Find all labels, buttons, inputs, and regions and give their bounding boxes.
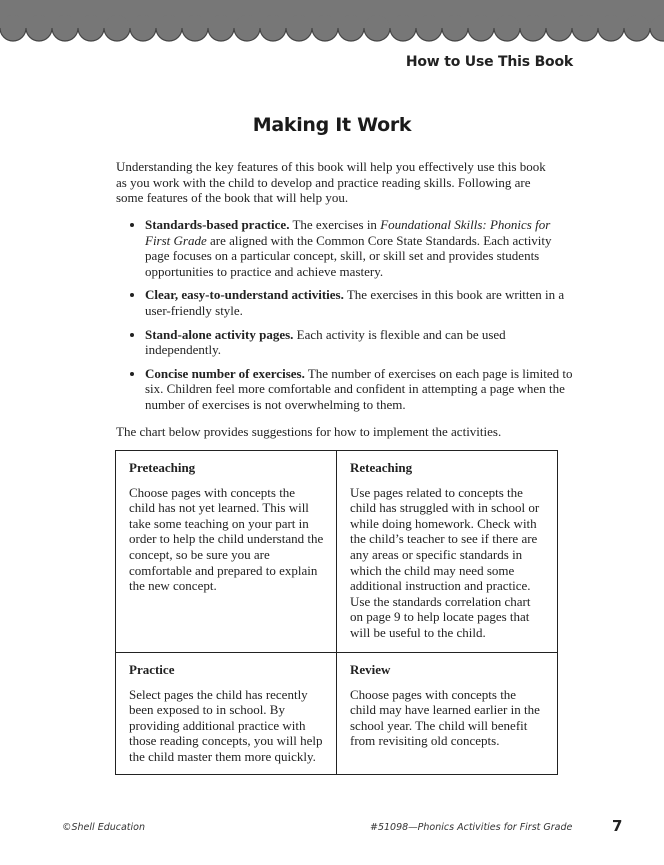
feature-list (130, 217, 577, 421)
feature-heading: Stand-alone activity pages. (145, 326, 294, 342)
decorative-scalloped-border (0, 0, 664, 44)
cell-text: Choose pages with concepts the child has not yet learned. This will take some teaching on your part in order to help the child understand the concept, so be sure you are comfortable and prepared to explain the new concept. (129, 484, 324, 594)
page-title: Making It Work (252, 114, 412, 136)
feature-heading: Standards-based practice. (145, 217, 290, 232)
chart-intro: The chart below provides suggestions for how to implement the activities. (116, 424, 502, 439)
feature-item-clear: • Clear, easy-to-understand activities. The exercises in this book are written in a user-friendly style. (145, 287, 577, 318)
cell-heading: Reteaching (350, 460, 413, 475)
feature-item-concise: • Concise number of exercises. The number of exercises on each page is limited to six. Children feel more comfortable and confident in attempting a page when the number of exercises is not overwhelming to them. (145, 366, 577, 413)
chart-cell-reteaching (337, 451, 557, 653)
cell-heading: Practice (129, 662, 175, 677)
page-number: 7 (612, 817, 623, 835)
chart-cell-practice (116, 653, 337, 774)
feature-item-standalone: • Stand-alone activity pages. Each activity is flexible and can be used independently. (145, 327, 577, 358)
cell-heading: Preteaching (129, 460, 196, 475)
feature-heading: Clear, easy-to-understand activities. (145, 287, 344, 303)
footer-publisher: ©Shell Education (62, 822, 145, 833)
cell-text: Select pages the child has recently been exposed to in school. By providing additional practice with those reading concepts, you will help the child master them more quickly. (129, 686, 323, 764)
feature-heading: Concise number of exercises. (145, 365, 305, 381)
cell-text: Use pages related to concepts the child has struggled with in school or while doing homework. Check with the child’s teacher to see if there are any areas or specific standards in which the child may need some additional instruction and practice. Use the standards correlation chart on page 9 to help locate pages that will be useful to the child. (350, 484, 540, 640)
suggestions-chart (115, 450, 558, 775)
cell-text: Choose pages with concepts the child may have learned earlier in the school year. The child will benefit from revisiting old concepts. (350, 686, 540, 749)
chart-cell-preteaching (116, 451, 337, 653)
intro-paragraph: Understanding the key features of this book will help you effectively use this book as you work with the child to develop and practice reading skills. Following are some features of the book that will help you. (116, 159, 546, 206)
section-label: How to Use This Book (405, 54, 573, 70)
footer-book-ref: #51098—Phonics Activities for First Grade (370, 822, 573, 833)
chart-cell-review (337, 653, 557, 774)
feature-item-standards: • Standards-based practice. The exercises in Foundational Skills: Phonics for First Grade are aligned with the Common Core State Standards. Each activity page focuses on a particular concept, skill, or skill set and provides students opportunities to practice and achieve mastery. (145, 217, 577, 279)
cell-heading: Review (350, 662, 391, 677)
